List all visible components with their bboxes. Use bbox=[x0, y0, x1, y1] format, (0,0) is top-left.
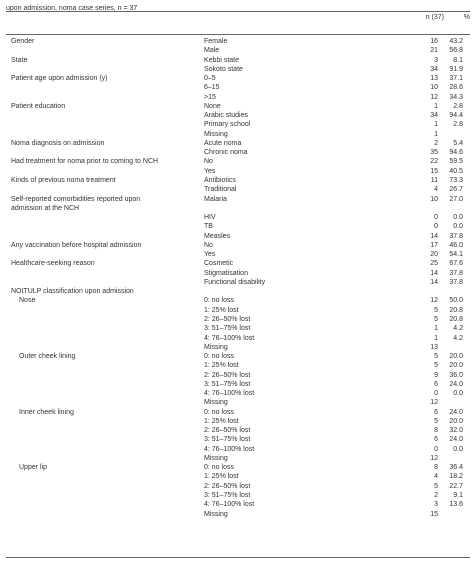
category-cell: 1: 25% lost bbox=[204, 306, 239, 314]
count-cell: 14 bbox=[430, 232, 438, 240]
category-cell: Yes bbox=[204, 251, 216, 259]
percent-cell: 22.7 bbox=[449, 482, 463, 490]
count-cell: 14 bbox=[430, 278, 438, 286]
percent-cell: 26.7 bbox=[449, 186, 463, 194]
table-row bbox=[0, 315, 474, 324]
category-cell: 4: 76–100% lost bbox=[204, 501, 255, 509]
category-cell: Missing bbox=[204, 130, 228, 138]
category-cell: 3: 51–75% lost bbox=[204, 492, 251, 500]
category-cell: Missing bbox=[204, 510, 228, 518]
category-cell: 0: no loss bbox=[204, 408, 234, 416]
percent-cell: 18.2 bbox=[449, 473, 463, 481]
table-row bbox=[0, 510, 474, 519]
category-cell: Malaria bbox=[204, 195, 227, 203]
count-cell: 1 bbox=[434, 121, 438, 129]
percent-cell: 37.8 bbox=[449, 269, 463, 277]
count-cell: 15 bbox=[430, 510, 438, 518]
category-cell: Chronic noma bbox=[204, 149, 248, 157]
count-cell: 2 bbox=[434, 139, 438, 147]
percent-cell: 50.0 bbox=[449, 297, 463, 305]
table-row bbox=[0, 482, 474, 491]
percent-cell: 46.0 bbox=[449, 241, 463, 249]
count-cell: 3 bbox=[434, 501, 438, 509]
count-cell: 4 bbox=[434, 473, 438, 481]
table-row bbox=[0, 445, 474, 454]
category-cell: Missing bbox=[204, 343, 228, 351]
percent-cell: 32.0 bbox=[449, 427, 463, 435]
count-cell: 13 bbox=[430, 343, 438, 351]
percent-cell: 28.6 bbox=[449, 84, 463, 92]
count-cell: 6 bbox=[434, 436, 438, 444]
table-row bbox=[0, 93, 474, 102]
table-row bbox=[0, 491, 474, 500]
variable-cell: Had treatment for noma prior to coming to NCH bbox=[11, 158, 159, 166]
category-cell: Acute noma bbox=[204, 139, 242, 147]
table-row bbox=[0, 185, 474, 194]
percent-cell: 0.0 bbox=[453, 445, 463, 453]
category-cell: 4: 76–100% lost bbox=[204, 390, 255, 398]
category-cell: Missing bbox=[204, 454, 228, 462]
percent-cell: 24.0 bbox=[449, 408, 463, 416]
table-row bbox=[0, 157, 474, 166]
table-row bbox=[0, 259, 474, 268]
category-cell: 2: 26–50% lost bbox=[204, 371, 251, 379]
table-row bbox=[0, 195, 474, 204]
table-row bbox=[0, 296, 474, 305]
variable-cell: Self-reported comorbidities reported upon bbox=[11, 195, 141, 203]
percent-cell: 8.1 bbox=[453, 56, 463, 64]
table-row bbox=[0, 287, 474, 296]
table-row bbox=[0, 213, 474, 222]
count-cell: 0 bbox=[434, 445, 438, 453]
table-row bbox=[0, 435, 474, 444]
table-row bbox=[0, 232, 474, 241]
table-row bbox=[0, 389, 474, 398]
percent-cell: 91.9 bbox=[449, 65, 463, 73]
table-row bbox=[0, 269, 474, 278]
count-cell: 6 bbox=[434, 380, 438, 388]
count-cell: 15 bbox=[430, 167, 438, 175]
percent-cell: 5.4 bbox=[453, 139, 463, 147]
variable-cell: Upper lip bbox=[19, 464, 48, 472]
caption-line: upon admission, noma case series, n = 37 bbox=[6, 5, 138, 12]
percent-cell: 34.3 bbox=[449, 93, 463, 101]
percent-cell: 43.2 bbox=[449, 38, 463, 45]
table-row bbox=[0, 46, 474, 55]
table-row bbox=[0, 65, 474, 74]
variable-cell: Gender bbox=[11, 38, 35, 45]
count-cell: 13 bbox=[430, 75, 438, 83]
table-row bbox=[0, 408, 474, 417]
count-cell: 8 bbox=[434, 464, 438, 472]
category-cell: >15 bbox=[204, 93, 216, 101]
count-cell: 0 bbox=[434, 390, 438, 398]
header-n: n (37) bbox=[425, 14, 444, 21]
category-cell: Sokoto state bbox=[204, 65, 243, 73]
percent-cell: 0.0 bbox=[453, 214, 463, 222]
count-cell: 1 bbox=[434, 334, 438, 342]
count-cell: 12 bbox=[430, 297, 438, 305]
table-row bbox=[0, 204, 474, 213]
count-cell: 6 bbox=[434, 408, 438, 416]
percent-cell: 4.2 bbox=[453, 325, 463, 333]
variable-cell: Patient age upon admission (y) bbox=[11, 75, 108, 83]
variable-cell: Nose bbox=[19, 297, 36, 305]
count-cell: 5 bbox=[434, 362, 438, 370]
category-cell: Arabic studies bbox=[204, 112, 248, 120]
table-row bbox=[0, 426, 474, 435]
percent-cell: 59.5 bbox=[449, 158, 463, 166]
category-cell: Yes bbox=[204, 167, 216, 175]
percent-cell: 20.8 bbox=[449, 306, 463, 314]
category-cell: No bbox=[204, 241, 213, 249]
category-cell: TB bbox=[204, 223, 213, 231]
count-cell: 5 bbox=[434, 482, 438, 490]
category-cell: No bbox=[204, 158, 213, 166]
table-row bbox=[0, 334, 474, 343]
category-cell: Kebbi state bbox=[204, 56, 240, 64]
percent-cell: 67.6 bbox=[449, 260, 463, 268]
percent-cell: 0.0 bbox=[453, 223, 463, 231]
category-cell: 0: no loss bbox=[204, 353, 234, 361]
count-cell: 0 bbox=[434, 214, 438, 222]
count-cell: 8 bbox=[434, 427, 438, 435]
table-row bbox=[0, 371, 474, 380]
category-cell: 1: 25% lost bbox=[204, 473, 239, 481]
category-cell: 6–15 bbox=[204, 84, 220, 92]
category-cell: Missing bbox=[204, 399, 228, 407]
table-row bbox=[0, 130, 474, 139]
percent-cell: 36.4 bbox=[449, 464, 463, 472]
percent-cell: 37.8 bbox=[449, 232, 463, 240]
variable-cell: Any vaccination before hospital admission bbox=[11, 241, 142, 249]
table-row bbox=[0, 454, 474, 463]
bottom-rule bbox=[6, 557, 470, 558]
category-cell: 3: 51–75% lost bbox=[204, 380, 251, 388]
table-row bbox=[0, 176, 474, 185]
category-cell: Antibiotics bbox=[204, 176, 236, 184]
table-row bbox=[0, 139, 474, 148]
table-row bbox=[0, 463, 474, 472]
table-row bbox=[0, 343, 474, 352]
count-cell: 4 bbox=[434, 186, 438, 194]
header-percent: % bbox=[463, 14, 470, 21]
table-row bbox=[0, 241, 474, 250]
category-cell: 1: 25% lost bbox=[204, 417, 239, 425]
table-row bbox=[0, 37, 474, 46]
count-cell: 5 bbox=[434, 353, 438, 361]
table-row bbox=[0, 74, 474, 83]
count-cell: 5 bbox=[434, 315, 438, 323]
percent-cell: 73.3 bbox=[449, 176, 463, 184]
percent-cell: 13.6 bbox=[449, 501, 463, 509]
table-row bbox=[0, 102, 474, 111]
variable-cell: Patient education bbox=[11, 102, 66, 110]
count-cell: 11 bbox=[430, 176, 438, 184]
category-cell: 0–5 bbox=[204, 75, 216, 83]
count-cell: 1 bbox=[434, 130, 438, 138]
table-row bbox=[0, 83, 474, 92]
percent-cell: 94.4 bbox=[449, 112, 463, 120]
percent-cell: 20.8 bbox=[449, 315, 463, 323]
percent-cell: 24.0 bbox=[449, 380, 463, 388]
category-cell: 2: 26–50% lost bbox=[204, 427, 251, 435]
variable-cell: State bbox=[11, 56, 28, 64]
count-cell: 9 bbox=[434, 371, 438, 379]
category-cell: Stigmatisation bbox=[204, 269, 248, 277]
table-row bbox=[0, 148, 474, 157]
category-cell: Primary school bbox=[204, 121, 251, 129]
category-cell: 4: 76–100% lost bbox=[204, 334, 255, 342]
category-cell: None bbox=[204, 102, 221, 110]
percent-cell: 36.0 bbox=[449, 371, 463, 379]
count-cell: 34 bbox=[430, 112, 438, 120]
category-cell: 2: 26–50% lost bbox=[204, 315, 251, 323]
category-cell: 2: 26–50% lost bbox=[204, 482, 251, 490]
category-cell: 0: no loss bbox=[204, 464, 234, 472]
count-cell: 1 bbox=[434, 325, 438, 333]
variable-cell: NOITULP classification upon admission bbox=[11, 288, 134, 296]
percent-cell: 2.8 bbox=[453, 102, 463, 110]
table-row bbox=[0, 222, 474, 231]
count-cell: 34 bbox=[430, 65, 438, 73]
count-cell: 20 bbox=[430, 251, 438, 259]
category-cell: 1: 25% lost bbox=[204, 362, 239, 370]
percent-cell: 24.0 bbox=[449, 436, 463, 444]
percent-cell: 40.5 bbox=[449, 167, 463, 175]
table-row bbox=[0, 167, 474, 176]
count-cell: 12 bbox=[430, 93, 438, 101]
category-cell: Measles bbox=[204, 232, 231, 240]
category-cell: 0: no loss bbox=[204, 297, 234, 305]
count-cell: 10 bbox=[430, 84, 438, 92]
header-rule bbox=[6, 34, 470, 35]
count-cell: 22 bbox=[430, 158, 438, 166]
percent-cell: 54.1 bbox=[449, 251, 463, 259]
category-cell: Cosmetic bbox=[204, 260, 234, 268]
table-row bbox=[0, 417, 474, 426]
count-cell: 1 bbox=[434, 102, 438, 110]
table-row bbox=[0, 250, 474, 259]
count-cell: 25 bbox=[430, 260, 438, 268]
count-cell: 17 bbox=[430, 241, 438, 249]
percent-cell: 27.0 bbox=[449, 195, 463, 203]
percent-cell: 0.0 bbox=[453, 390, 463, 398]
table-row bbox=[0, 500, 474, 509]
count-cell: 10 bbox=[430, 195, 438, 203]
percent-cell: 20.0 bbox=[449, 362, 463, 370]
percent-cell: 56.8 bbox=[449, 47, 463, 55]
count-cell: 2 bbox=[434, 492, 438, 500]
variable-cell: Outer cheek lining bbox=[19, 353, 76, 361]
category-cell: 3: 51–75% lost bbox=[204, 325, 251, 333]
variable-cell: admission at the NCH bbox=[11, 204, 80, 212]
table-row bbox=[0, 398, 474, 407]
category-cell: HIV bbox=[204, 214, 216, 222]
table-row bbox=[0, 352, 474, 361]
percent-cell: 20.0 bbox=[449, 417, 463, 425]
count-cell: 12 bbox=[430, 454, 438, 462]
count-cell: 12 bbox=[430, 399, 438, 407]
table-body bbox=[0, 37, 474, 519]
category-cell: Male bbox=[204, 47, 220, 55]
table-row bbox=[0, 120, 474, 129]
table-row bbox=[0, 472, 474, 481]
table-row bbox=[0, 380, 474, 389]
count-cell: 16 bbox=[430, 38, 438, 45]
count-cell: 0 bbox=[434, 223, 438, 231]
table-row bbox=[0, 56, 474, 65]
table-row bbox=[0, 306, 474, 315]
percent-cell: 94.6 bbox=[449, 149, 463, 157]
percent-cell: 37.8 bbox=[449, 278, 463, 286]
category-cell: 3: 51–75% lost bbox=[204, 436, 251, 444]
variable-cell: Inner cheek lining bbox=[19, 408, 74, 416]
count-cell: 21 bbox=[430, 47, 438, 55]
category-cell: Female bbox=[204, 38, 228, 45]
table-header bbox=[6, 12, 470, 23]
count-cell: 3 bbox=[434, 56, 438, 64]
percent-cell: 20.0 bbox=[449, 353, 463, 361]
count-cell: 5 bbox=[434, 306, 438, 314]
variable-cell: Noma diagnosis on admission bbox=[11, 139, 105, 147]
count-cell: 35 bbox=[430, 149, 438, 157]
percent-cell: 37.1 bbox=[449, 75, 463, 83]
caption-cut-line bbox=[6, 0, 468, 4]
variable-cell: Kinds of previous noma treatment bbox=[11, 176, 116, 184]
percent-cell: 4.2 bbox=[453, 334, 463, 342]
category-cell: Functional disability bbox=[204, 278, 266, 286]
count-cell: 5 bbox=[434, 417, 438, 425]
percent-cell: 2.8 bbox=[453, 121, 463, 129]
variable-cell: Healthcare-seeking reason bbox=[11, 260, 95, 268]
table-row bbox=[0, 278, 474, 287]
category-cell: 4: 76–100% lost bbox=[204, 445, 255, 453]
category-cell: Traditional bbox=[204, 186, 237, 194]
percent-cell: 9.1 bbox=[453, 492, 463, 500]
table-row bbox=[0, 361, 474, 370]
table-row bbox=[0, 111, 474, 120]
count-cell: 14 bbox=[430, 269, 438, 277]
table-row bbox=[0, 324, 474, 333]
